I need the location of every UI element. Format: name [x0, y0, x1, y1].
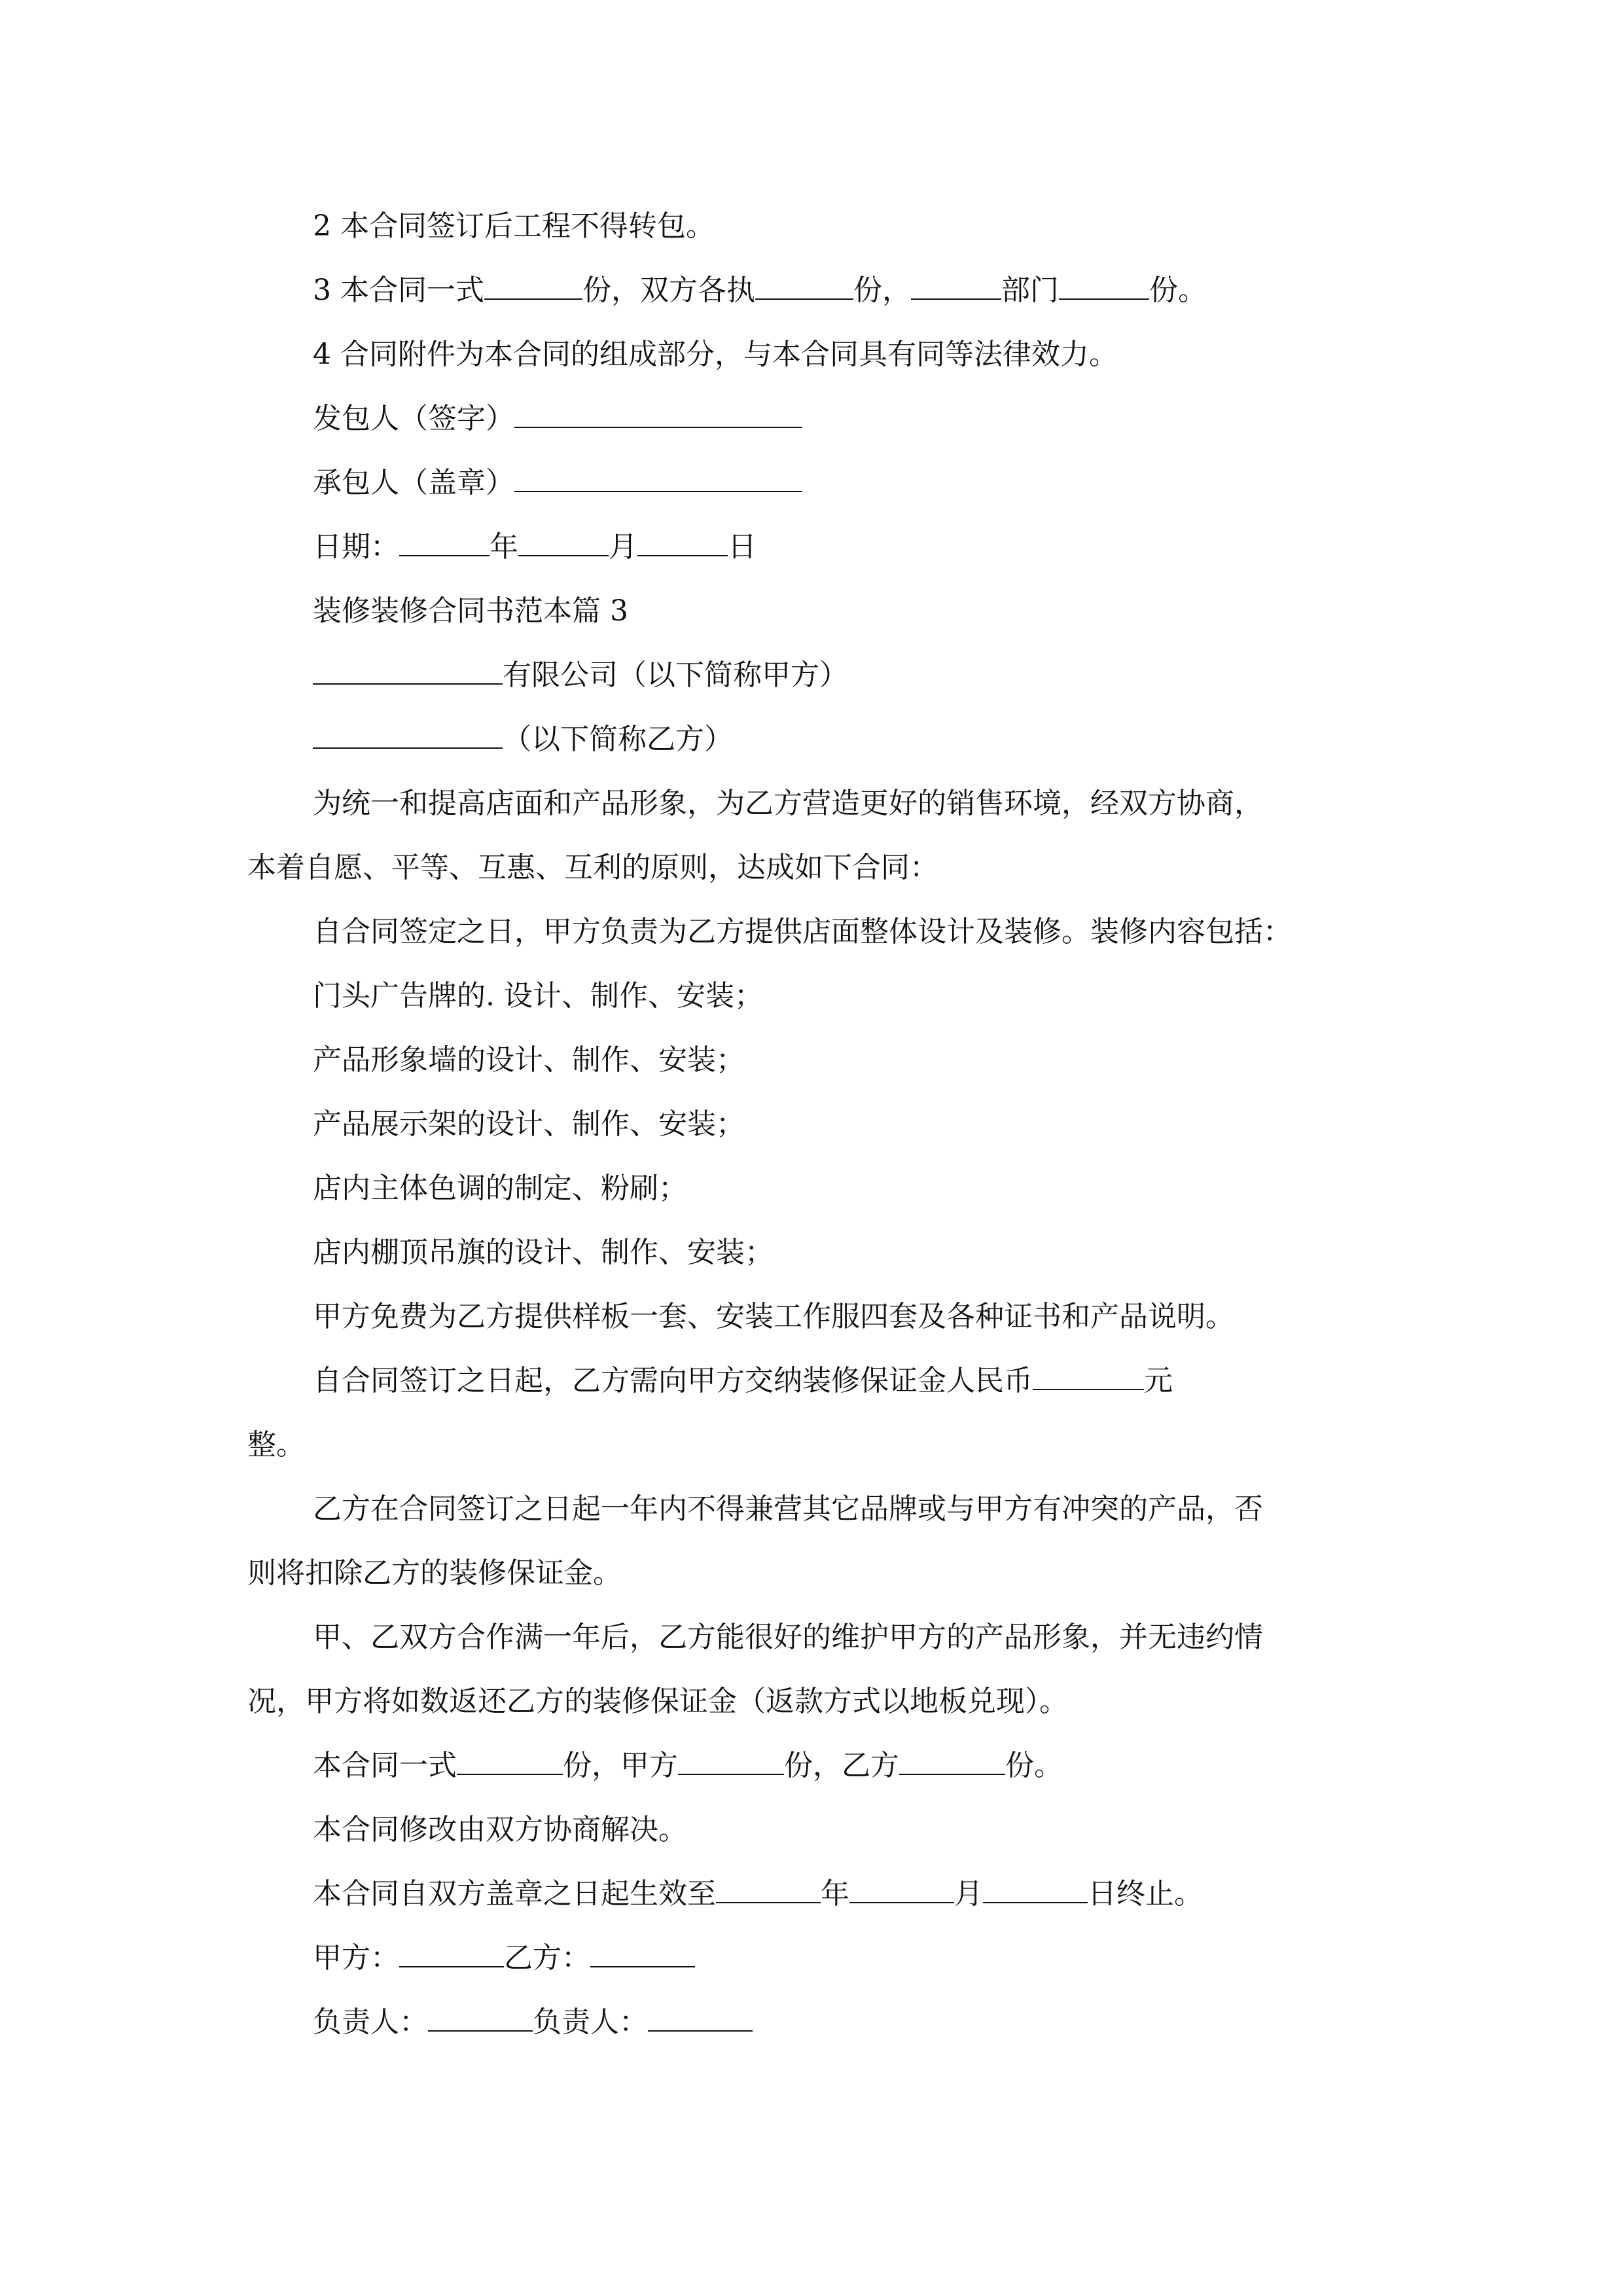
party-a-name-blank[interactable]: [313, 657, 503, 685]
clause-3: [313, 271, 1207, 310]
party-a-representative-blank[interactable]: [428, 2004, 533, 2032]
copies-text-d: 份。: [1005, 1749, 1063, 1782]
contractor-seal-line: [313, 463, 802, 503]
term-month-label: 月: [954, 1877, 983, 1910]
term-day-blank[interactable]: [983, 1876, 1088, 1903]
scope-item-5: [313, 1233, 774, 1272]
preamble-line-1: [313, 784, 1263, 823]
party-b-line: [313, 720, 733, 759]
party-b-representative-label: 负责人：: [533, 2005, 648, 2039]
scope-item-4: [313, 1169, 687, 1208]
clause-3-text-d: 部门: [1001, 274, 1059, 307]
copies-total-blank[interactable]: [484, 272, 582, 300]
party-a-signatory-label: 甲方：: [313, 1941, 399, 1975]
party-a-line: [313, 656, 848, 695]
party-a-label: 有限公司（以下简称甲方）: [503, 658, 848, 692]
preamble-text-1: 为统一和提高店面和产品形象，为乙方营造更好的销售环境，经双方协商，: [313, 787, 1263, 820]
copies-party-a-blank[interactable]: [678, 1748, 784, 1775]
exclusivity-text-1: 乙方在合同签订之日起一年内不得兼营其它品牌或与甲方有冲突的产品，否: [313, 1492, 1263, 1526]
amendment-clause: [313, 1810, 687, 1850]
preamble-text-2: 本着自愿、平等、互惠、互利的原则，达成如下合同：: [247, 851, 938, 884]
party-b-representative-blank[interactable]: [648, 2004, 753, 2032]
employer-signature-blank[interactable]: [514, 401, 802, 428]
department-blank[interactable]: [911, 272, 1001, 300]
term-day-label: 日终止。: [1088, 1877, 1203, 1910]
representatives-line: [313, 2003, 753, 2042]
preamble-line-2: [247, 848, 938, 888]
scope-item-3-text: 产品展示架的设计、制作、安装；: [313, 1107, 745, 1141]
deposit-clause: [313, 1361, 1173, 1401]
refund-text-1: 甲、乙双方合作满一年后，乙方能很好的维护甲方的产品形象，并无违约情: [313, 1621, 1263, 1654]
party-b-signatory-label: 乙方：: [504, 1941, 590, 1975]
party-a-representative-label: 负责人：: [313, 2005, 428, 2039]
scope-item-1-text: 门头广告牌的. 设计、制作、安装；: [313, 979, 763, 1013]
section-heading: [313, 592, 628, 631]
employer-signature-label: 发包人（签字）: [313, 402, 514, 435]
exclusivity-line-1: [313, 1490, 1263, 1529]
department-copies-blank[interactable]: [1059, 272, 1149, 300]
date-year-label: 年: [490, 530, 518, 564]
signatories-line: [313, 1939, 695, 1978]
date-line: [313, 528, 757, 567]
deposit-unit: 元: [1144, 1364, 1173, 1397]
free-supplies-clause: [313, 1297, 1234, 1336]
date-month-label: 月: [609, 530, 637, 564]
section-heading-text: 装修装修合同书范本篇 3: [313, 594, 628, 628]
party-b-name-blank[interactable]: [313, 721, 503, 749]
term-year-blank[interactable]: [716, 1876, 821, 1903]
refund-line-1: [313, 1618, 1263, 1657]
scope-item-2-text: 产品形象墙的设计、制作、安装；: [313, 1043, 745, 1077]
copies-text-b: 份，甲方: [563, 1749, 678, 1782]
deposit-end-text: 整。: [247, 1428, 305, 1462]
copies-text-c: 份，乙方: [784, 1749, 899, 1782]
amendment-text: 本合同修改由双方协商解决。: [313, 1813, 687, 1846]
scope-intro-text: 自合同签定之日，甲方负责为乙方提供店面整体设计及装修。装修内容包括：: [313, 915, 1292, 948]
scope-item-3: [313, 1105, 745, 1144]
deposit-clause-end: [247, 1426, 305, 1465]
scope-item-2: [313, 1041, 745, 1080]
copies-total-blank-2[interactable]: [457, 1748, 563, 1775]
refund-line-2: [247, 1682, 1068, 1721]
scope-intro: [313, 912, 1292, 952]
term-month-blank[interactable]: [849, 1876, 954, 1903]
party-b-signatory-blank[interactable]: [590, 1940, 695, 1967]
term-text-a: 本合同自双方盖章之日起生效至: [313, 1877, 716, 1910]
free-supplies-text: 甲方免费为乙方提供样板一套、安装工作服四套及各种证书和产品说明。: [313, 1300, 1234, 1333]
date-day-label: 日: [728, 530, 757, 564]
scope-item-1: [313, 977, 763, 1016]
clause-2-text: 2 本合同签订后工程不得转包。: [313, 209, 715, 243]
party-a-signatory-blank[interactable]: [399, 1940, 504, 1967]
copies-clause: [313, 1746, 1063, 1785]
date-day-blank[interactable]: [637, 529, 728, 556]
refund-text-2: 况，甲方将如数返还乙方的装修保证金（返款方式以地板兑现）。: [247, 1685, 1068, 1718]
clause-4: [313, 335, 1118, 374]
scope-item-5-text: 店内棚顶吊旗的设计、制作、安装；: [313, 1236, 774, 1269]
clause-2: [313, 207, 715, 246]
clause-3-text-c: 份，: [853, 274, 911, 307]
deposit-text: 自合同签订之日起，乙方需向甲方交纳装修保证金人民币: [313, 1364, 1033, 1397]
date-year-blank[interactable]: [399, 529, 490, 556]
clause-3-text-a: 3 本合同一式: [313, 274, 484, 307]
clause-3-text-b: 份，双方各执: [582, 274, 755, 307]
contractor-seal-blank[interactable]: [514, 465, 802, 492]
exclusivity-line-2: [247, 1554, 622, 1593]
contractor-seal-label: 承包人（盖章）: [313, 466, 514, 499]
copies-text-a: 本合同一式: [313, 1749, 457, 1782]
deposit-amount-blank[interactable]: [1033, 1363, 1144, 1390]
date-month-blank[interactable]: [518, 529, 609, 556]
exclusivity-text-2: 则将扣除乙方的装修保证金。: [247, 1556, 622, 1590]
employer-signature-line: [313, 399, 802, 439]
copies-party-b-blank[interactable]: [899, 1748, 1005, 1775]
clause-3-text-e: 份。: [1149, 274, 1207, 307]
scope-item-4-text: 店内主体色调的制定、粉刷；: [313, 1172, 687, 1205]
term-year-label: 年: [821, 1877, 849, 1910]
date-label: 日期：: [313, 530, 399, 564]
term-clause: [313, 1874, 1203, 1914]
clause-4-text: 4 合同附件为本合同的组成部分，与本合同具有同等法律效力。: [313, 338, 1118, 371]
party-b-label: （以下简称乙方）: [503, 723, 733, 756]
copies-each-blank[interactable]: [755, 272, 853, 300]
